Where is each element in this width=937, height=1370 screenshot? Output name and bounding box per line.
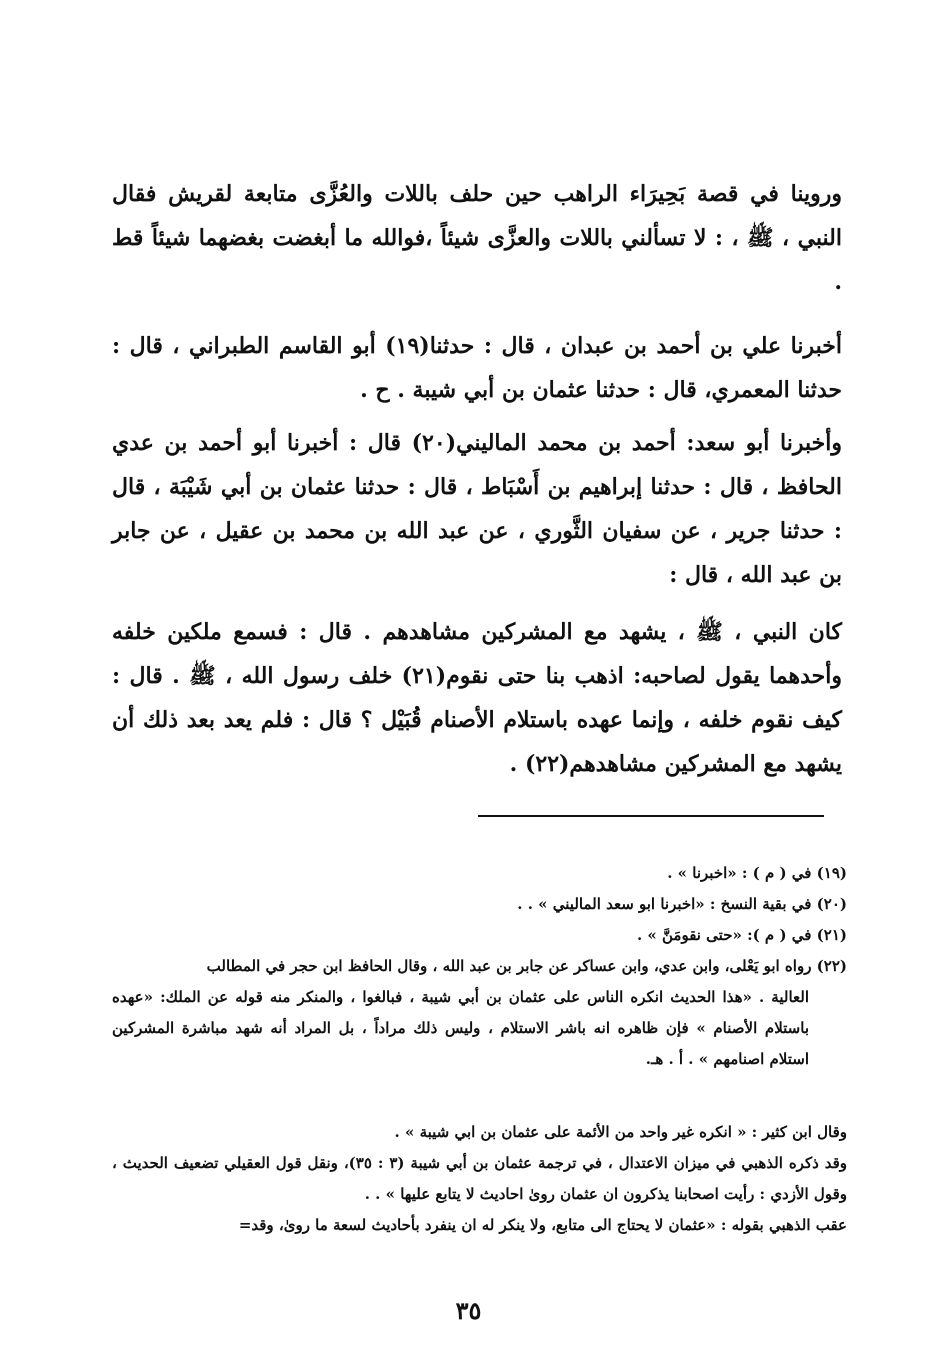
paragraph-text: كان النبي ، ﷺ ، يشهد مع المشركين مشاهدهم . قال : فسمع ملكين خلفه وأحدهما يقول لصاحبه: اذهب بنا حتى نقوم(٢١) خلف رسول الله ، ﷺ . قال : كيف نقوم خلفه ، وإنما عهده باستلام الأصنام قُبَيْل ؟ قال : فلم يعد بعد ذلك أن يشهد مع المشركين مشاهدهم(٢٢) . bbox=[112, 619, 842, 777]
body-paragraph bbox=[112, 610, 842, 786]
commentary-ibn-kathir: وقال ابن كثير : « انكره غير واحد من الأئمة على عثمان بن ابي شيبة » . bbox=[394, 1123, 847, 1141]
body-paragraph bbox=[112, 172, 842, 304]
footnote-19: (١٩) في ( م ) : «اخبرنا » . bbox=[667, 864, 847, 882]
footnote-separator bbox=[478, 815, 824, 817]
footnote-22-continuation: العالية . «هذا الحديث انكره الناس على عثمان بن أبي شيبة ، فبالغوا ، والمنكر منه قوله عن الملك: «عهده باستلام الأصنام » فإن ظاهره انه باشر الاستلام ، وليس ذلك مراداً ، بل المراد أنه شهد مباشرة المشركين استلام اصنامهم » . أ . هـ. bbox=[112, 988, 809, 1068]
footnotes-block bbox=[112, 858, 847, 1075]
commentary-dhahabi: وقد ذكره الذهبي في ميزان الاعتدال ، في ترجمة عثمان بن أبي شيبة (٣ : ٣٥)، ونقل قول العقيلي تضعيف الحديث ، وقول الأزدي : رأيت اصحابنا يذكرون ان عثمان روىٰ احاديث لا يتابع عليها » . . bbox=[112, 1154, 847, 1203]
paragraph-text: أخبرنا علي بن أحمد بن عبدان ، قال : حدثنا(١٩) أبو القاسم الطبراني ، قال : حدثنا المعمري، قال : حدثنا عثمان بن أبي شيبة . ح . bbox=[112, 333, 842, 403]
paragraph-text: وأخبرنا أبو سعد: أحمد بن محمد الماليني(٢٠) قال : أخبرنا أبو أحمد بن عدي الحافظ ، قال : حدثنا إبراهيم بن أَسْبَاط ، قال : حدثنا عثمان بن أبي شَيْبَة ، قال : حدثنا جرير ، عن سفيان الثَّوري ، عن عبد الله بن محمد بن عقيل ، عن جابر بن عبد الله ، قال : bbox=[112, 430, 843, 588]
body-paragraph bbox=[112, 324, 842, 412]
page-number: ٣٥ bbox=[455, 1296, 482, 1325]
commentary-dhahabi-reply: عقب الذهبي بقوله : «عثمان لا يحتاج الى متابع، ولا ينكر له ان ينفرد بأحاديث لسعة ما روىٰ، وقد= bbox=[238, 1216, 847, 1234]
footnote-commentary bbox=[112, 1117, 847, 1241]
footnote-20: (٢٠) في بقية النسخ : «اخبرنا ابو سعد الماليني » . . bbox=[517, 895, 847, 913]
footnote-22-first-line: (٢٢) رواه ابو يَعْلى، وابن عدي، وابن عساكر عن جابر بن عبد الله ، وقال الحافظ ابن حجر في المطالب bbox=[206, 957, 847, 975]
body-paragraph bbox=[112, 421, 842, 597]
footnote-21: (٢١) في ( م ): «حتى نقومَنَّ » . bbox=[636, 926, 847, 944]
paragraph-text: وروينا في قصة بَحِيرَاء الراهب حين حلف باللات والعُزَّى متابعة لقريش فقال النبي ، ﷺ ، : لا تسألني باللات والعزَّى شيئاً ،فوالله ما أبغضت بغضهما شيئاً قط . bbox=[112, 181, 842, 295]
